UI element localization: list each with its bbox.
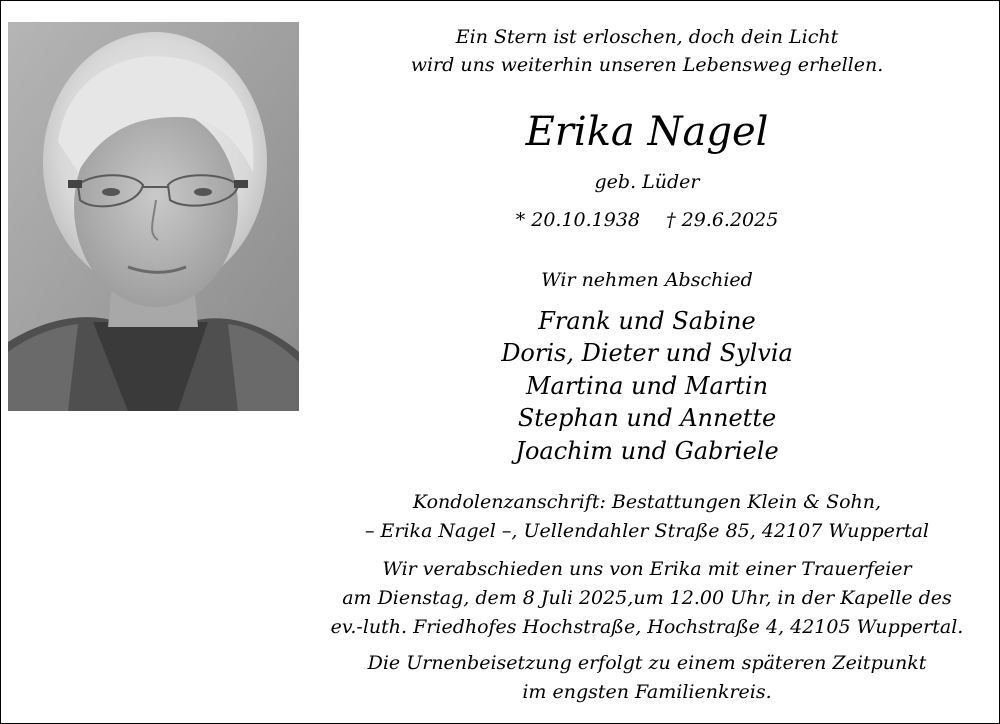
farewell-heading: Wir nehmen Abschied [541,269,753,291]
ceremony-line: Wir verabschieden uns von Erika mit einer Trauerfeier [382,558,912,580]
family-list [301,305,993,467]
ceremony-line: am Dienstag, dem 8 Juli 2025,um 12.00 Uhr, in der Kapelle des [342,587,952,609]
life-dates [301,207,993,233]
motto-line: Ein Stern ist erloschen, doch dein Licht [455,26,839,48]
burial-line: im engsten Familienkreis. [522,681,772,703]
burial-line: Die Urnenbeisetzung erfolgt zu einem späteren Zeitpunkt [367,652,927,674]
family-member: Stephan und Annette [517,404,777,433]
ceremony-line: ev.-luth. Friedhofes Hochstraße, Hochstraße 4, 42105 Wuppertal. [330,616,964,638]
birth-name: geb. Lüder [594,171,700,193]
birth-date: * 20.10.1938 [515,209,641,231]
condolence-line: Kondolenzanschrift: Bestattungen Klein & Sohn, [412,491,882,513]
condolence-line: – Erika Nagel –, Uellendahler Straße 85, 42107 Wuppertal [364,520,930,542]
family-member: Doris, Dieter und Sylvia [501,339,793,368]
ceremony-info [301,555,993,642]
family-member: Frank und Sabine [538,307,756,335]
family-member: Martina und Martin [525,371,769,400]
portrait-photo [8,22,299,411]
motto-line: wird uns weiterhin unseren Lebensweg erhellen. [410,54,884,76]
motto [301,23,993,79]
burial-info [301,649,993,707]
deceased-name: Erika Nagel [525,109,769,155]
family-member: Joachim und Gabriele [515,436,779,465]
death-date: † 29.6.2025 [666,209,779,231]
condolence-address [301,488,993,546]
